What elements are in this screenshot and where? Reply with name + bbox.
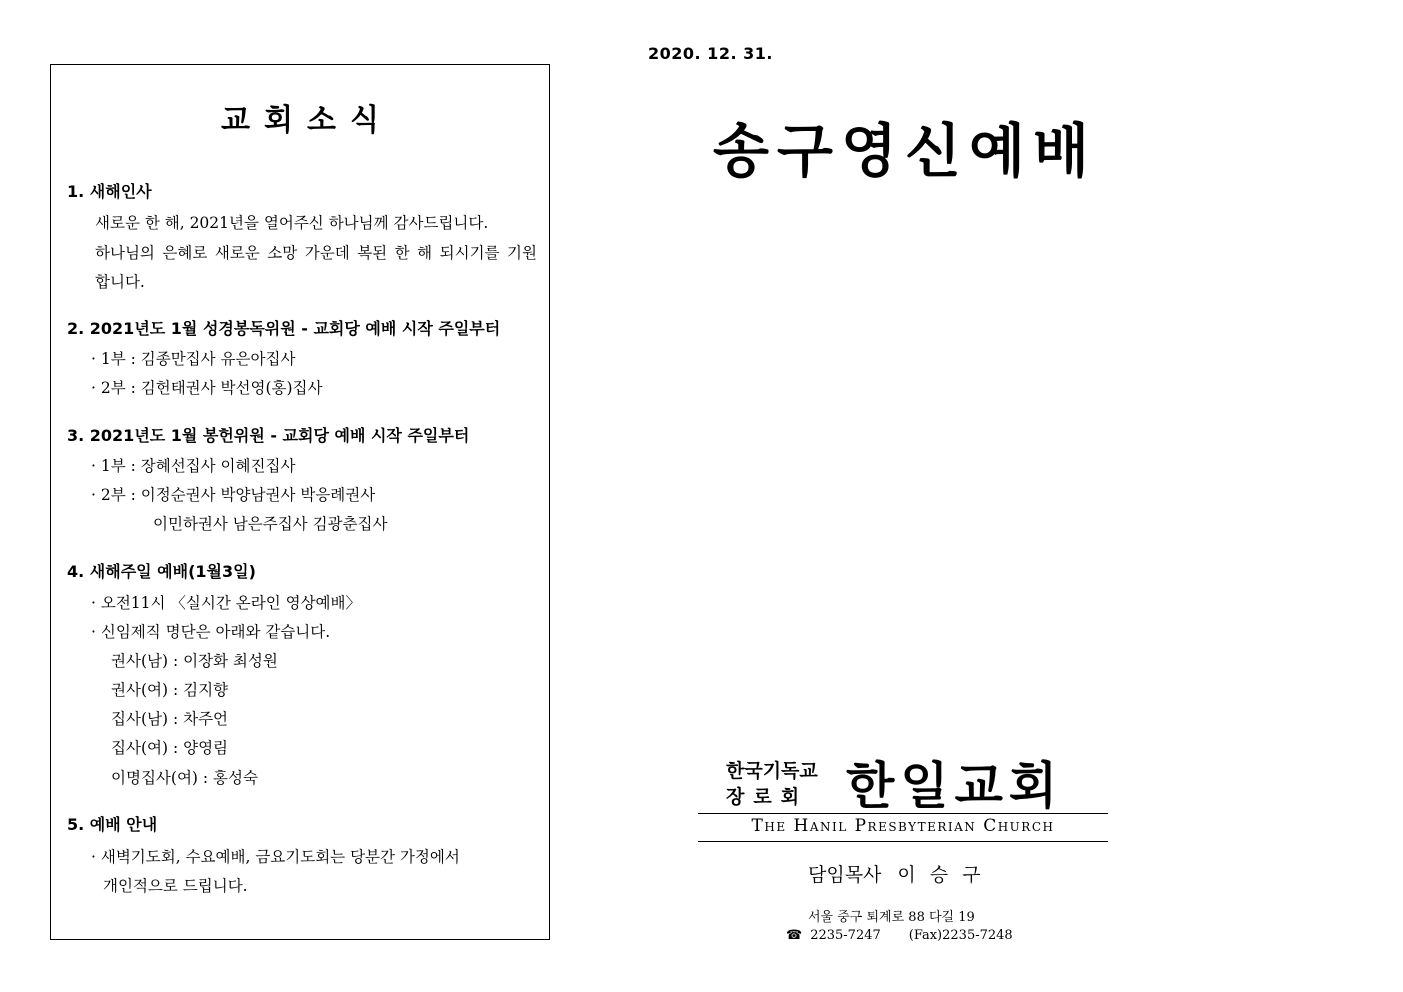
news-line: 이명집사(여) : 홍성숙 [111, 769, 258, 787]
news-line: 개인적으로 드립니다. [103, 877, 248, 895]
pastor-role: 담임목사 [808, 864, 882, 886]
news-line: 집사(여) : 양영림 [111, 739, 229, 757]
denomination [726, 758, 818, 810]
news-line: 이민하권사 남은주집사 김광춘집사 [153, 515, 388, 533]
church-news-box [50, 64, 550, 940]
news-line: 집사(남) : 차주언 [111, 710, 229, 728]
church-english-name: The Hanil Presbyterian Church [751, 816, 1055, 836]
news-line: · 1부 : 김종만집사 유은아집사 [91, 350, 296, 368]
section-heading-3: 3. 2021년도 1월 봉헌위원 - 교회당 예배 시작 주일부터 [67, 426, 470, 445]
contact-line [786, 928, 1013, 943]
news-line: · 신임제직 명단은 아래와 같습니다. [91, 623, 331, 641]
pastor-name: 이승구 [897, 864, 995, 886]
divider-top [698, 813, 1108, 814]
church-address: 서울 중구 퇴계로 88 다길 19 [808, 910, 975, 925]
service-date: 2020. 12. 31. [648, 44, 773, 63]
news-line: · 2부 : 이정순권사 박양남권사 박응례권사 [91, 486, 376, 504]
news-title: 교회소식 [221, 103, 393, 138]
pastor-line [808, 860, 994, 887]
section-heading-2: 2. 2021년도 1월 성경봉독위원 - 교회당 예배 시작 주일부터 [67, 319, 501, 338]
news-line: · 2부 : 김헌태권사 박선영(홍)집사 [91, 379, 323, 397]
telephone-icon: ☎ [786, 928, 803, 943]
news-line: 합니다. [95, 273, 145, 291]
section-heading-5: 5. 예배 안내 [67, 815, 158, 834]
news-line: · 1부 : 장혜선집사 이혜진집사 [91, 457, 296, 475]
fax-number: (Fax)2235-7248 [908, 928, 1013, 943]
service-title: 송구영신예배 [712, 117, 1098, 185]
divider-bottom [698, 841, 1108, 842]
church-logo-block [698, 752, 1108, 842]
news-line: 권사(남) : 이장화 최성원 [111, 652, 278, 670]
news-line: 하나님의 은혜로 새로운 소망 가운데 복된 한 해 되시기를 기원 [95, 244, 537, 262]
news-line: 권사(여) : 김지향 [111, 681, 229, 699]
phone-number: 2235-7247 [810, 928, 881, 943]
section-heading-1: 1. 새해인사 [67, 182, 152, 201]
denomination-line-1: 한국기독교 [726, 760, 818, 782]
denomination-line-2: 장로회 [726, 786, 809, 808]
section-heading-4: 4. 새해주일 예배(1월3일) [67, 562, 256, 581]
news-line: 새로운 한 해, 2021년을 열어주신 하나님께 감사드립니다. [95, 214, 489, 232]
news-line: · 새벽기도회, 수요예배, 금요기도회는 당분간 가정에서 [91, 848, 460, 866]
church-name: 한일교회 [846, 757, 1064, 815]
news-line: · 오전11시 〈실시간 온라인 영상예배〉 [91, 594, 362, 612]
